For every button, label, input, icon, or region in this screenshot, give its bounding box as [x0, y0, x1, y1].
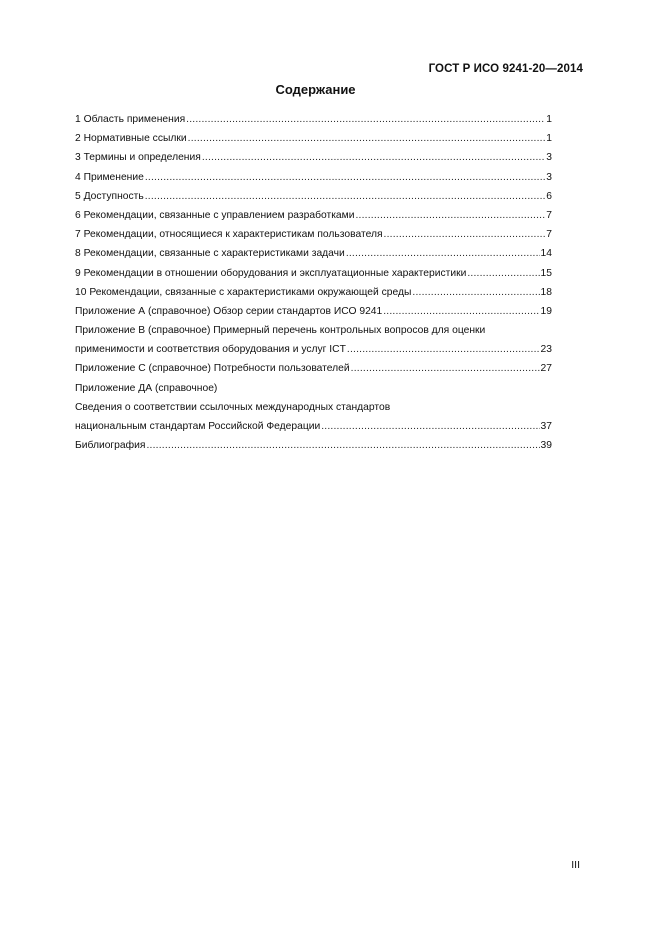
toc-entry[interactable]: [75, 359, 552, 378]
toc-entry[interactable]: [75, 436, 552, 455]
toc-leader-dots: [146, 436, 539, 455]
toc-entry[interactable]: [75, 187, 552, 206]
toc-entry-page: 18: [540, 286, 552, 298]
toc-leader-dots: [321, 417, 539, 436]
toc-entry[interactable]: [75, 302, 552, 321]
toc-entry-page: 7: [546, 229, 552, 241]
toc-entry[interactable]: [75, 417, 552, 436]
toc-leader-dots: [356, 206, 546, 225]
toc-entry-label: Приложение В (справочное) Примерный перечень контрольных вопросов для оценки: [75, 325, 486, 337]
toc-entry[interactable]: [75, 264, 552, 283]
toc-entry[interactable]: [75, 110, 552, 129]
toc-entry[interactable]: [75, 206, 552, 225]
toc-entry-page: 3: [546, 171, 552, 183]
toc-entry-page: 39: [540, 440, 552, 452]
toc-entry-label: 7 Рекомендации, относящиеся к характеристикам пользователя: [75, 229, 383, 241]
toc-entry[interactable]: [75, 129, 552, 148]
toc-entry[interactable]: [75, 168, 552, 187]
toc-leader-dots: [412, 283, 539, 302]
toc-entry-label: 2 Нормативные ссылки: [75, 133, 187, 145]
toc-leader-dots: [346, 244, 540, 263]
toc-entry-label: 6 Рекомендации, связанные с управлением разработками: [75, 209, 355, 221]
toc-entry[interactable]: [75, 340, 552, 359]
toc-entry-page: 19: [540, 305, 552, 317]
page-title: Содержание: [275, 82, 356, 97]
toc-entry-label: Приложение С (справочное) Потребности пользователей: [75, 363, 350, 375]
toc-leader-dots: [347, 340, 540, 359]
toc-leader-dots: [467, 264, 539, 283]
toc-entry-page: 3: [546, 152, 552, 164]
toc-entry-page: 7: [546, 209, 552, 221]
toc-entry-label: 1 Область применения: [75, 114, 186, 125]
toc-entry-label: применимости и соответствия оборудования и услуг ICT: [75, 344, 346, 356]
toc-entry-label: 9 Рекомендации в отношении оборудования и эксплуатационные характеристики: [75, 267, 467, 279]
toc-leader-dots: [145, 168, 545, 187]
toc-leader-dots: [351, 359, 540, 378]
page-number: III: [571, 859, 580, 871]
toc-entry[interactable]: [75, 148, 552, 167]
toc-entry-label: 4 Применение: [75, 171, 144, 183]
toc-leader-dots: [384, 225, 546, 244]
toc-entry-label: 8 Рекомендации, связанные с характеристиками задачи: [75, 248, 345, 260]
toc-entry-label: 5 Доступность: [75, 190, 144, 202]
toc-entry-label: 3 Термины и определения: [75, 152, 201, 164]
toc-entry-label: 10 Рекомендации, связанные с характеристиками окружающей среды: [75, 286, 412, 298]
toc-entry[interactable]: [75, 283, 552, 302]
toc-leader-dots: [202, 148, 545, 167]
toc-entry-label: Библиография: [75, 440, 146, 452]
toc-entry-continued[interactable]: [75, 398, 552, 417]
toc-entry-page: 6: [546, 190, 552, 202]
toc-entry-continued[interactable]: [75, 379, 552, 398]
toc-entry-page: 27: [540, 363, 552, 375]
toc-leader-dots: [188, 129, 546, 148]
toc-entry-continued[interactable]: [75, 321, 552, 340]
toc-entry-page: 37: [540, 421, 552, 432]
toc-entry-page: 23: [540, 344, 552, 356]
document-header: ГОСТ Р ИСО 9241-20—2014: [428, 63, 583, 75]
toc-entry[interactable]: [75, 244, 552, 263]
toc-leader-dots: [383, 302, 539, 321]
toc-entry-page: 1: [546, 133, 552, 145]
toc-entry-page: 15: [540, 267, 552, 279]
table-of-contents: [75, 110, 552, 455]
toc-entry-label: Сведения о соответствии ссылочных международных стандартов: [75, 401, 391, 413]
toc-entry-label: Приложение А (справочное) Обзор серии стандартов ИСО 9241: [75, 305, 383, 317]
toc-entry-page: 1: [546, 114, 552, 125]
toc-entry-label: национальным стандартам Российской Федерации: [75, 421, 321, 432]
toc-leader-dots: [145, 187, 546, 206]
toc-entry-label: Приложение ДА (справочное): [75, 382, 218, 394]
toc-entry-page: 14: [540, 248, 552, 260]
toc-leader-dots: [186, 110, 545, 129]
toc-entry[interactable]: [75, 225, 552, 244]
